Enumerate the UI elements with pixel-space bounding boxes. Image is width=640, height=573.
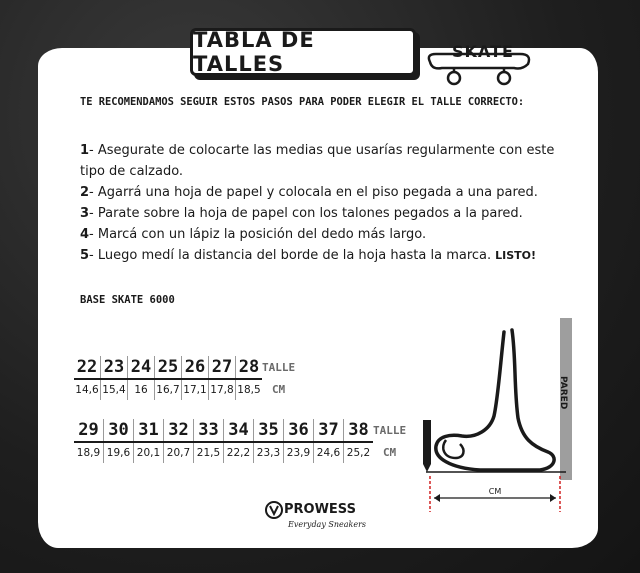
page-title: TABLA DE TALLES	[193, 28, 315, 76]
cm-cell: 20,7	[164, 442, 194, 463]
cm-cell: 16,7	[155, 379, 182, 400]
size-cell: 25	[155, 356, 182, 379]
title-banner	[190, 28, 416, 76]
step-5	[80, 245, 560, 266]
cm-cell: 17,8	[209, 379, 236, 400]
talle-label: TALLE	[262, 361, 296, 374]
table-row	[74, 442, 406, 463]
step-2	[80, 182, 560, 203]
foot-outline	[436, 330, 554, 470]
step-text: - Luego medí la distancia del borde de la hoja hasta la marca.	[89, 248, 492, 263]
cm-cell: 14,6	[74, 379, 101, 400]
size-cell: 37	[314, 419, 344, 442]
wall-label: PARED	[558, 376, 568, 410]
cm-cell: 17,1	[182, 379, 209, 400]
table-row	[74, 379, 295, 400]
listo-label: LISTO!	[495, 249, 537, 262]
step-text: - Marcá con un lápiz la posición del dedo más largo.	[89, 227, 427, 242]
cm-cell: 25,2	[346, 447, 371, 459]
size-cell: 38	[344, 419, 374, 442]
size-cell: 29	[74, 419, 104, 442]
step-text: - Agarrá una hoja de papel y colocala en el piso pegada a una pared.	[89, 185, 538, 200]
size-cell: 31	[134, 419, 164, 442]
pencil-body	[423, 420, 431, 464]
brand-tagline: Everyday Sneakers	[288, 520, 367, 529]
cm-cell: 15,4	[101, 379, 128, 400]
table-row	[74, 419, 406, 442]
step-number: 3	[80, 206, 90, 221]
cm-label: CM	[271, 383, 286, 396]
step-3	[80, 203, 560, 224]
step-4	[80, 224, 560, 245]
talle-label: TALLE	[373, 424, 407, 437]
foot-measure-diagram	[420, 318, 580, 518]
size-cell: 24	[128, 356, 155, 379]
cm-cell: 18,5	[237, 384, 261, 396]
cm-cell: 16	[128, 379, 155, 400]
intro-text: TE RECOMENDAMOS SEGUIR ESTOS PASOS PARA PODER ELEGIR EL TALLE CORRECTO:	[80, 96, 525, 108]
step-number: 1	[80, 143, 90, 158]
brand-name: PROWESS	[284, 502, 356, 517]
size-cell: 22	[74, 356, 101, 379]
size-cell: 30	[104, 419, 134, 442]
size-cell: 36	[284, 419, 314, 442]
size-cell: 27	[209, 356, 236, 379]
measure-label: CM	[488, 487, 502, 496]
cm-cell: 21,5	[194, 442, 224, 463]
toe-outline	[443, 440, 463, 458]
size-cell: 35	[254, 419, 284, 442]
arrow-left	[434, 494, 440, 502]
size-cell: 34	[224, 419, 254, 442]
size-table-large	[74, 419, 406, 463]
size-cell: 28	[236, 356, 263, 379]
step-number: 2	[80, 185, 90, 200]
cm-cell: 18,9	[74, 442, 104, 463]
model-label: BASE SKATE 6000	[80, 294, 175, 306]
pencil-tip	[423, 464, 431, 472]
cm-cell: 19,6	[104, 442, 134, 463]
step-text: - Asegurate de colocarte las medias que usarías regularmente con este tipo de calzado.	[80, 143, 555, 179]
step-number: 4	[80, 227, 90, 242]
size-cell: 23	[101, 356, 128, 379]
cm-cell: 24,6	[314, 442, 344, 463]
steps-list	[80, 140, 560, 266]
cm-cell: 23,9	[284, 442, 314, 463]
cm-cell: 23,3	[254, 442, 284, 463]
skate-badge-text: SKATE	[452, 42, 514, 61]
step-text: - Parate sobre la hoja de papel con los talones pegados a la pared.	[89, 206, 523, 221]
size-cell: 26	[182, 356, 209, 379]
size-cell: 32	[164, 419, 194, 442]
cm-cell: 22,2	[224, 442, 254, 463]
arrow-right	[550, 494, 556, 502]
size-table-small	[74, 356, 295, 400]
step-number: 5	[80, 248, 90, 263]
cm-label: CM	[382, 446, 397, 459]
table-row	[74, 356, 295, 379]
size-cell: 33	[194, 419, 224, 442]
cm-cell: 20,1	[134, 442, 164, 463]
step-1	[80, 140, 560, 182]
